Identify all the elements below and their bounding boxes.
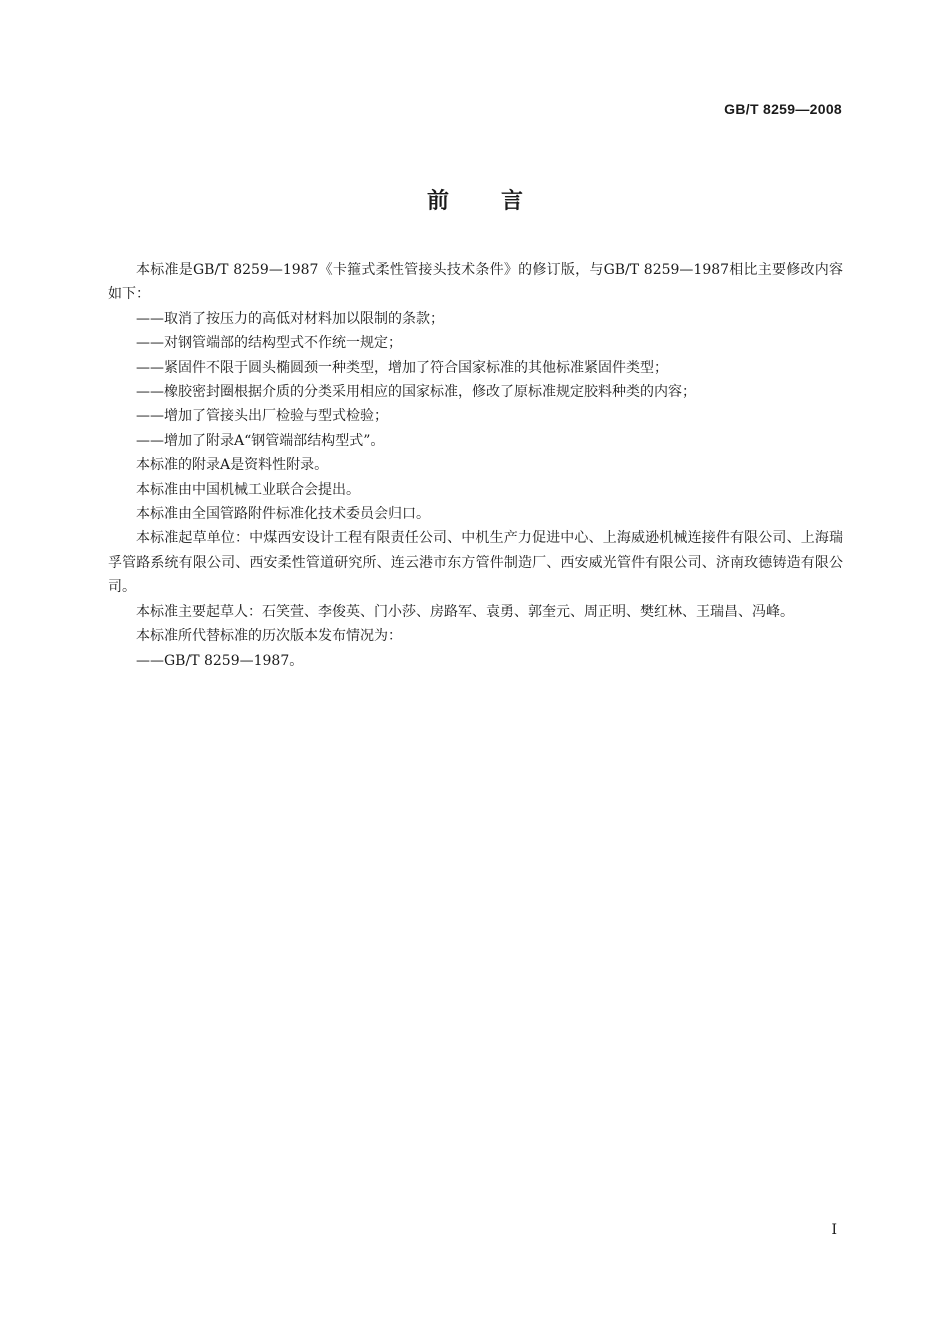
paragraph-intro: 本标准是GB/T 8259—1987《卡箍式柔性管接头技术条件》的修订版，与GB/T 8259—1987相比主要修改内容如下： — [108, 262, 843, 303]
list-item: ——橡胶密封圈根据介质的分类采用相应的国家标准，修改了原标准规定胶料种类的内容； — [136, 384, 696, 401]
list-item: ——对钢管端部的结构型式不作统一规定； — [136, 335, 402, 352]
paragraph-drafting-units: 本标准起草单位：中煤西安设计工程有限责任公司、中机生产力促进中心、上海威逊机械连接件有限公司、上海瑞孚管路系统有限公司、西安柔性管道研究所、连云港市东方管件制造厂、西安威光管件有限公司、济南玫德铸造有限公司。 — [108, 530, 843, 596]
list-item: ——增加了管接头出厂检验与型式检验； — [136, 408, 388, 425]
list-item: ——紧固件不限于圆头椭圆颈一种类型，增加了符合国家标准的其他标准紧固件类型； — [136, 359, 668, 376]
list-item: ——取消了按压力的高低对材料加以限制的条款； — [136, 310, 444, 327]
paragraph-committee: 本标准由全国管路附件标准化技术委员会归口。 — [136, 506, 430, 523]
paragraph-proposer: 本标准由中国机械工业联合会提出。 — [136, 481, 360, 498]
foreword-body — [108, 258, 843, 673]
page-title: 前言 — [426, 189, 575, 214]
paragraph-drafters: 本标准主要起草人：石笑萱、李俊英、门小莎、房路军、袁勇、郭奎元、周正明、樊红林、王瑞昌、冯峰。 — [136, 603, 794, 620]
page-number: I — [831, 1222, 837, 1238]
paragraph-history: 本标准所代替标准的历次版本发布情况为： — [136, 628, 402, 645]
list-item: ——增加了附录A“钢管端部结构型式”。 — [136, 432, 385, 449]
standard-code: GB/T 8259—2008 — [724, 101, 842, 117]
list-item: ——GB/T 8259—1987。 — [136, 652, 304, 669]
paragraph-appendix-note: 本标准的附录A是资料性附录。 — [136, 457, 329, 474]
